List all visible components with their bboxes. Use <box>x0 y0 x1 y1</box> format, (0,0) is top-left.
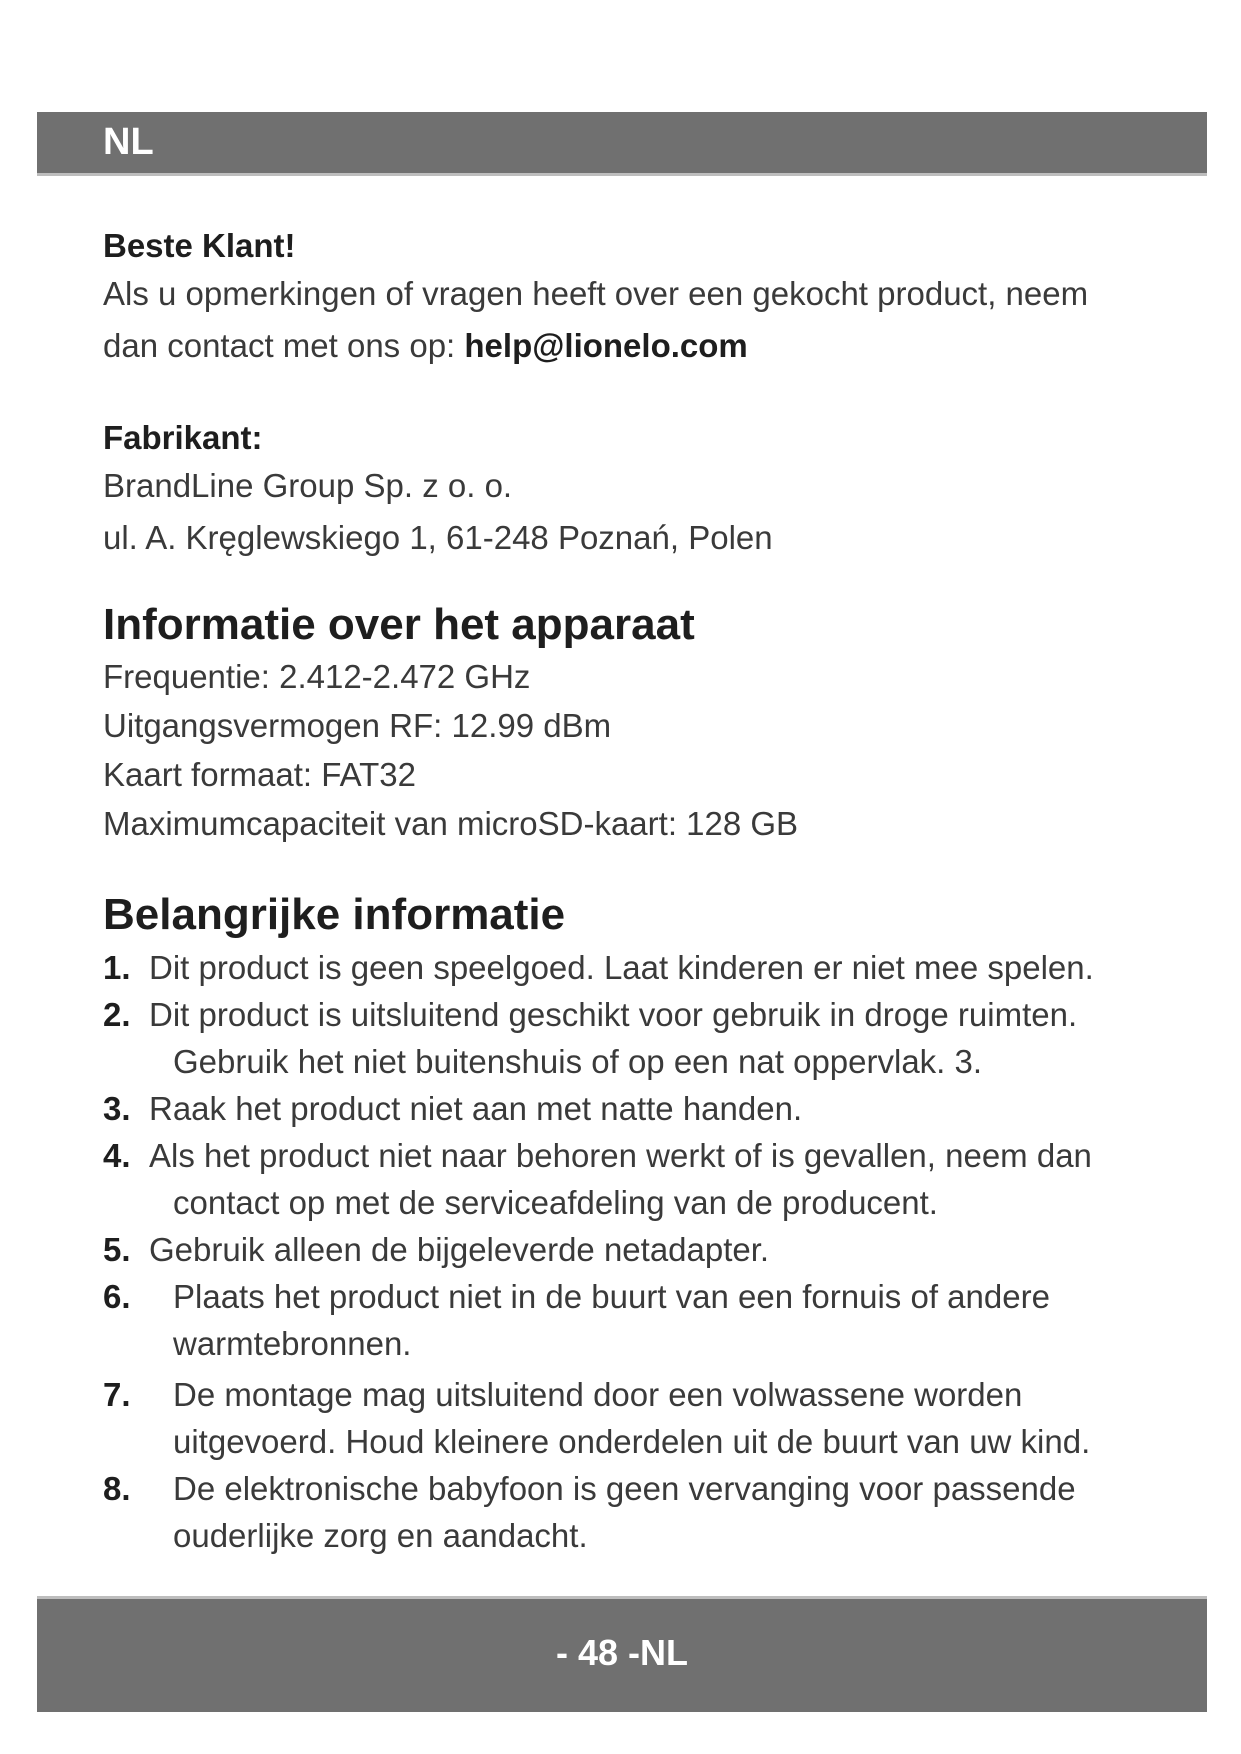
list-item-line: Raak het product niet aan met natte handen. <box>149 1090 803 1127</box>
page-content <box>103 224 1163 1559</box>
list-item-line: Dit product is uitsluitend geschikt voor gebruik in droge ruimten. <box>149 996 1078 1033</box>
greeting-title: Beste Klant! <box>103 227 296 264</box>
list-item-number: 6. <box>103 1278 131 1315</box>
manufacturer-name: BrandLine Group Sp. z o. o. <box>103 467 513 504</box>
list-item-text <box>149 1132 1163 1226</box>
manufacturer-address: ul. A. Kręglewskiego 1, 61-248 Poznań, Polen <box>103 519 773 556</box>
important-section <box>103 888 1163 1559</box>
list-item-line: ouderlijke zorg en aandacht. <box>173 1517 588 1554</box>
support-email-link[interactable]: help@lionelo.com <box>464 327 748 364</box>
list-item-number: 3. <box>103 1090 131 1127</box>
manufacturer-section <box>103 416 1163 564</box>
device-info-line: Frequentie: 2.412-2.472 GHz <box>103 658 531 695</box>
list-item <box>103 1273 1163 1367</box>
list-item-line: Gebruik het niet buitenshuis of op een nat oppervlak. 3. <box>173 1043 983 1080</box>
list-item-number: 2. <box>103 996 131 1033</box>
manufacturer-title: Fabrikant: <box>103 419 263 456</box>
list-item-line: Plaats het product niet in de buurt van een fornuis of andere <box>173 1278 1050 1315</box>
greeting-section <box>103 224 1163 372</box>
device-info-section <box>103 598 1163 848</box>
list-item-line: Als het product niet naar behoren werkt of is gevallen, neem dan <box>149 1137 1092 1174</box>
list-item-line: De elektronische babyfoon is geen vervanging voor passende <box>173 1470 1076 1507</box>
list-item-number: 5. <box>103 1231 131 1268</box>
greeting-line-1: Als u opmerkingen of vragen heeft over een gekocht product, neem <box>103 275 1089 312</box>
list-item-text <box>173 1465 1163 1559</box>
list-item <box>103 1085 1163 1132</box>
list-item <box>103 1226 1163 1273</box>
list-item-text <box>149 991 1163 1085</box>
device-info-lines <box>103 652 1163 848</box>
list-item-number: 1. <box>103 949 131 986</box>
list-item-line: contact op met de serviceafdeling van de producent. <box>173 1184 938 1221</box>
list-item-text <box>149 1085 1163 1132</box>
important-title: Belangrijke informatie <box>103 890 566 939</box>
list-item-line: warmtebronnen. <box>173 1325 412 1362</box>
footer-bar <box>37 1596 1207 1712</box>
list-item <box>103 1371 1163 1465</box>
list-item <box>103 1465 1163 1559</box>
list-item-number: 4. <box>103 1137 131 1174</box>
list-item-number: 8. <box>103 1470 131 1507</box>
language-code: NL <box>103 121 154 163</box>
list-item-number: 7. <box>103 1376 131 1413</box>
greeting-line-2-prefix: dan contact met ons op: <box>103 327 465 364</box>
list-item <box>103 944 1163 991</box>
list-item-text <box>173 1371 1163 1465</box>
device-info-line: Uitgangsvermogen RF: 12.99 dBm <box>103 707 612 744</box>
device-info-line: Maximumcapaciteit van microSD-kaart: 128 GB <box>103 805 799 842</box>
list-item <box>103 991 1163 1085</box>
device-info-line: Kaart formaat: FAT32 <box>103 756 417 793</box>
page-number: - 48 -NL <box>555 1632 688 1673</box>
device-info-title: Informatie over het apparaat <box>103 600 695 649</box>
important-list <box>103 944 1163 1559</box>
list-item-line: De montage mag uitsluitend door een volwassene worden <box>173 1376 1023 1413</box>
list-item <box>103 1132 1163 1226</box>
greeting-line-2 <box>103 320 1163 372</box>
list-item-text <box>149 1226 1163 1273</box>
list-item-text <box>149 944 1163 991</box>
list-item-text <box>173 1273 1163 1367</box>
list-item-line: Dit product is geen speelgoed. Laat kinderen er niet mee spelen. <box>149 949 1094 986</box>
header-bar <box>37 112 1207 176</box>
list-item-line: uitgevoerd. Houd kleinere onderdelen uit de buurt van uw kind. <box>173 1423 1091 1460</box>
list-item-line: Gebruik alleen de bijgeleverde netadapter. <box>149 1231 770 1268</box>
